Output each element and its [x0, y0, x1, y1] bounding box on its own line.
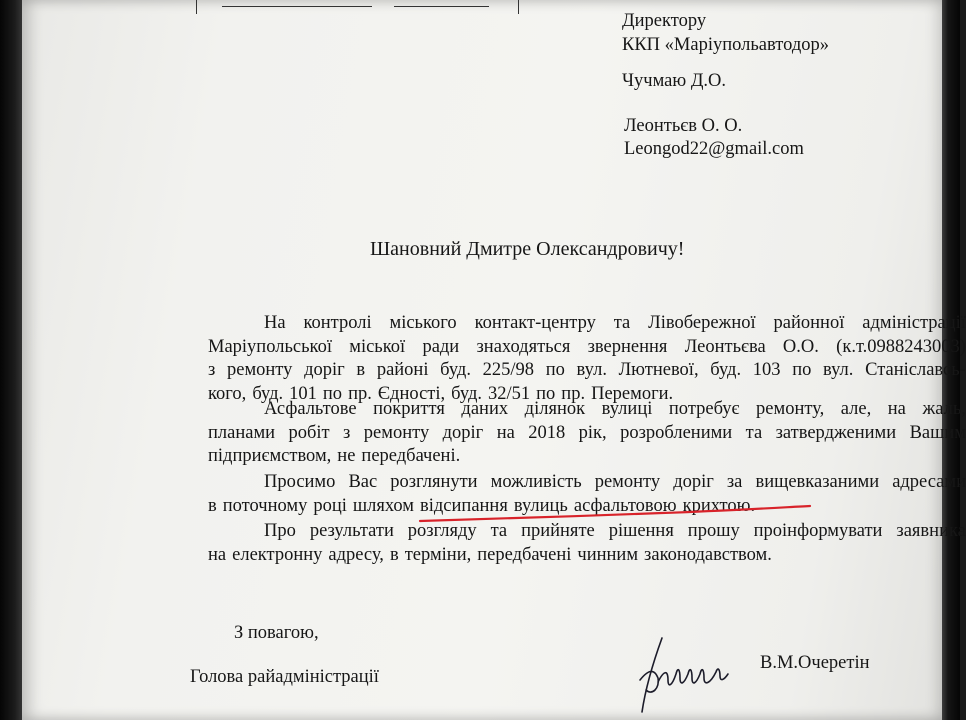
word: Лютневої, — [618, 360, 699, 380]
text-line — [208, 495, 966, 519]
handwritten-signature — [632, 630, 752, 720]
word: доріг — [304, 360, 345, 380]
word: звернення — [587, 336, 668, 357]
word: Станіславсь- — [865, 360, 966, 380]
text-line — [208, 422, 966, 446]
word: буд. — [252, 383, 284, 404]
addressee-line-2: ККП «Маріупольавтодор» — [622, 35, 829, 55]
word: доріг — [442, 422, 484, 443]
word: проінформувати — [753, 521, 883, 541]
word: доріг — [673, 472, 714, 492]
word: жаль, — [922, 399, 966, 419]
word: міської — [349, 336, 406, 357]
word: заявника — [896, 521, 966, 541]
word: кого, — [208, 383, 247, 404]
text-line — [208, 398, 966, 422]
word: по — [545, 360, 565, 380]
salutation: Шановний Дмитре Олександровичу! — [370, 238, 685, 260]
word: пр. — [348, 383, 372, 404]
word: контакт-центру — [474, 313, 596, 333]
addressee-line-3: Чучмаю Д.О. — [622, 71, 727, 91]
word: адміністрації — [862, 313, 966, 333]
word: Лівобережної — [648, 313, 756, 333]
word: та — [490, 521, 508, 541]
word: вулиць — [513, 495, 568, 516]
word: передбачені — [477, 544, 572, 565]
word: Просимо — [264, 472, 336, 492]
text-line — [208, 336, 966, 360]
paragraph-3 — [208, 471, 966, 518]
word: ремонту — [363, 422, 430, 443]
closing-phrase: З повагою, — [234, 623, 319, 643]
word: році — [313, 495, 347, 516]
text-line — [208, 520, 966, 544]
word: ремонту — [226, 360, 293, 380]
word: в — [356, 360, 366, 380]
word: розглянути — [390, 472, 478, 492]
word: буд. — [451, 383, 482, 404]
word: районної — [773, 313, 845, 333]
signatory-name: В.М.Очеретін — [760, 653, 870, 673]
word: електронну — [232, 544, 323, 565]
word: по — [792, 360, 812, 380]
copy-to-name: Леонтьєв О. О. — [624, 116, 743, 136]
word: затвердженими — [775, 422, 897, 443]
word: крихтою. — [682, 495, 756, 516]
word: вул. — [576, 360, 607, 380]
letter-page — [22, 0, 966, 720]
text-line — [208, 359, 966, 383]
word: результати — [309, 521, 394, 541]
word: пр. — [561, 383, 586, 404]
word: за — [726, 472, 743, 492]
word: з — [343, 422, 351, 443]
addressee-line-1: Директору — [622, 11, 707, 31]
word: Маріупольської — [208, 336, 332, 357]
copy-to-email: Leongod22@gmail.com — [624, 139, 804, 159]
word: в — [208, 495, 217, 516]
word: 225/98 — [482, 360, 535, 380]
word: рік, — [578, 422, 607, 443]
word: терміни, — [404, 544, 472, 565]
word: вищевказаними — [755, 472, 880, 492]
word: на — [887, 399, 906, 419]
word: планами — [208, 422, 276, 443]
word: прошу — [687, 521, 740, 541]
word: передбачені. — [361, 446, 461, 466]
word: даних — [461, 399, 509, 419]
word: та — [613, 313, 631, 333]
word: ремонту, — [756, 399, 825, 419]
word: по — [536, 383, 556, 404]
word: покриття — [373, 399, 445, 419]
word: на — [496, 422, 515, 443]
text-line — [208, 445, 966, 469]
word: (к.т.0988243003) — [836, 336, 966, 357]
word: Перемоги. — [591, 383, 674, 404]
word: Вас — [348, 472, 378, 492]
word: 32/51 — [488, 383, 531, 404]
word: Вашим — [909, 422, 966, 443]
word: розробленими — [620, 422, 733, 443]
word: буд. — [440, 360, 471, 380]
word: рішення — [608, 521, 674, 541]
word: підприємством, — [208, 446, 332, 466]
word: ради — [422, 336, 460, 357]
word: На — [264, 313, 286, 333]
word: Єдності, — [377, 383, 446, 404]
word: 103 — [752, 360, 781, 380]
word: Про — [264, 521, 296, 541]
word: адресу, — [328, 544, 384, 565]
word: чинним — [577, 544, 639, 565]
word: 101 — [289, 383, 317, 404]
word: потребує — [668, 399, 740, 419]
paragraph-1 — [208, 312, 966, 406]
word: районі — [376, 360, 429, 380]
word: ремонту — [594, 472, 661, 492]
word: контролі — [303, 313, 372, 333]
word: робіт — [288, 422, 330, 443]
text-line — [208, 544, 966, 568]
word: розгляду — [407, 521, 477, 541]
word: на — [208, 544, 227, 565]
word: але, — [840, 399, 872, 419]
word: асфальтовою — [573, 495, 677, 516]
word: буд. — [710, 360, 742, 380]
word: ділянок — [524, 399, 586, 419]
word: вул. — [823, 360, 854, 380]
word: поточному — [222, 495, 308, 516]
word: О.О. — [782, 336, 819, 357]
word: по — [322, 383, 343, 404]
word: знаходяться — [476, 336, 571, 357]
word: вулиці — [601, 399, 653, 419]
scan-left-edge — [0, 0, 24, 720]
word: прийняте — [521, 521, 595, 541]
word: Асфальтове — [264, 399, 357, 419]
word: відсипання — [420, 495, 508, 516]
word: не — [337, 446, 356, 466]
text-line — [208, 471, 966, 495]
word: та — [745, 422, 763, 443]
word: в — [389, 544, 399, 565]
word: можливість — [490, 472, 582, 492]
word: Леонтьєва — [684, 336, 766, 357]
word: адресами — [892, 472, 966, 492]
word: 2018 — [528, 422, 566, 443]
text-line — [208, 312, 966, 336]
word: шляхом — [352, 495, 415, 516]
paragraph-2 — [208, 398, 966, 469]
word: з — [208, 360, 216, 380]
word: законодавством. — [644, 544, 772, 565]
signatory-title: Голова райадміністрації — [190, 667, 379, 687]
paragraph-4 — [208, 520, 966, 567]
word: міського — [389, 313, 457, 333]
